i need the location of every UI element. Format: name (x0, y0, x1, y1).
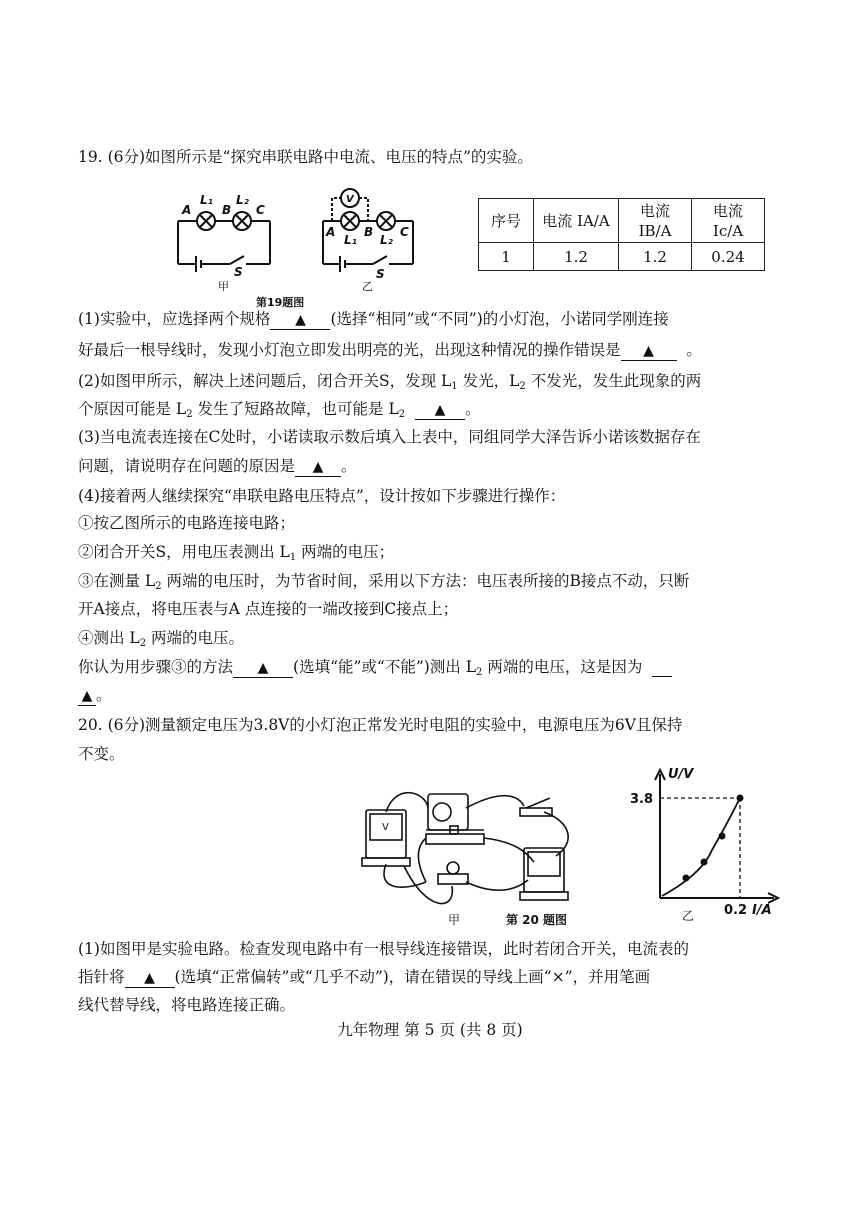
q20-p1-text-b: 指针将 (78, 968, 125, 986)
label-l2-jia: L₂ (236, 193, 249, 207)
q19-s4-text-a: ④测出 L (78, 629, 140, 647)
q19-p2-text-b: 发光，L (457, 372, 520, 390)
q19-step3-line1 (78, 570, 689, 598)
q19-p3-text-c: 。 (341, 457, 357, 475)
label-yi: 乙 (362, 280, 373, 293)
knife-switch (520, 808, 552, 816)
q20-part1-line2 (78, 966, 650, 988)
label-l2-yi: L₂ (380, 233, 393, 247)
q19-title: 19. (6分)如图所示是“探究串联电路中电流、电压的特点”的实验。 (78, 148, 533, 166)
triangle-icon: ▲ (257, 660, 269, 676)
q19-s3-text-a: ③在测量 L (78, 572, 156, 590)
q19-part1-line2 (78, 339, 702, 361)
table-cell: 1 (479, 243, 534, 271)
q20-title-line2: 不变。 (78, 745, 125, 763)
triangle-icon: ▲ (81, 688, 93, 704)
label-b-jia: B (222, 203, 232, 217)
q19-p1-text-c: 好最后一根导线时，发现小灯泡立即发出明亮的光，出现这种情况的操作错误是 (78, 341, 621, 359)
label-l1-yi: L₁ (344, 233, 357, 247)
page-footer: 九年物理 第 5 页 (共 8 页) (337, 1021, 523, 1039)
triangle-icon: ▲ (312, 459, 324, 475)
x-axis-label: I/A (752, 903, 772, 918)
label-l1-jia: L₁ (200, 193, 213, 207)
answer-blank[interactable] (78, 686, 96, 706)
table-cell: 0.24 (692, 243, 765, 271)
subscript-2: 2 (476, 667, 483, 678)
q19-p1-text-b: (选择“相同”或“不同”)的小灯泡，小诺同学刚连接 (330, 310, 669, 328)
q19-circuit-figure (168, 186, 438, 310)
table-cell: 1.2 (619, 243, 692, 271)
subscript-1: 1 (451, 381, 458, 392)
q19-part3-line1: (3)当电流表连接在C处时，小诺读取示数后填入上表中，同组同学大泽告诉小诺该数据存在 (78, 428, 701, 446)
answer-blank[interactable] (621, 341, 677, 361)
label-jia: 甲 (218, 280, 229, 293)
subscript-2: 2 (139, 638, 147, 649)
answer-blank[interactable] (125, 968, 175, 988)
q19-s2-text-b: 两端的电压； (296, 543, 395, 561)
q20-apparatus-figure (356, 772, 592, 928)
q19-part2-line1 (78, 370, 701, 398)
table-cell: 1.2 (534, 243, 619, 271)
triangle-icon: ▲ (643, 343, 654, 359)
q19-p2-text-a: (2)如图甲所示，解决上述问题后，闭合开关S，发现 L (78, 372, 452, 390)
triangle-icon: ▲ (434, 402, 446, 418)
answer-blank-start[interactable] (652, 658, 672, 677)
answer-blank[interactable] (233, 658, 293, 678)
label-s-yi: S (376, 267, 385, 281)
rheostat (426, 834, 484, 844)
label-v-yi: V (346, 194, 354, 205)
q19-q4-text-b: (选填“能”或“不能”)测出 L (293, 658, 477, 676)
power-supply (428, 794, 468, 830)
label-a-yi: A (326, 225, 336, 239)
table-header-cell: 电流 IA/A (534, 199, 619, 243)
answer-blank[interactable] (270, 310, 330, 330)
label-c-jia: C (256, 203, 265, 217)
ui-curve (662, 798, 740, 896)
data-point (683, 875, 690, 882)
q19-p2-text-f: 。 (465, 400, 481, 418)
data-point (701, 859, 708, 866)
answer-blank[interactable] (415, 400, 465, 420)
q19-part2-line2 (78, 398, 481, 426)
label-a-jia: A (182, 203, 192, 217)
q19-p2-text-d: 个原因可能是 L (78, 400, 187, 418)
q19-part4-intro: (4)接着两人继续探究“串联电路电压特点”，设计按如下步骤进行操作： (78, 487, 566, 505)
q19-question-line2 (78, 684, 112, 706)
label-b-yi: B (364, 225, 374, 239)
y-tick-label: 3.8 (630, 792, 654, 807)
subscript-2: 2 (398, 409, 406, 420)
q19-p3-text-b: 问题，请说明存在问题的原因是 (78, 457, 296, 475)
table-header-cell: 序号 (479, 199, 534, 243)
q19-s4-text-b: 两端的电压。 (146, 629, 245, 647)
x-tick-label: 0.2 (724, 903, 748, 918)
q20-title-line1: 20. (6分)测量额定电压为3.8V的小灯泡正常发光时电阻的实验中，电源电压为6V且保持 (78, 716, 683, 734)
triangle-icon: ▲ (144, 970, 155, 986)
subscript-2: 2 (186, 409, 193, 420)
q20-ui-graph (612, 764, 788, 924)
table-header-cell: 电流 IB/A (619, 199, 692, 243)
answer-blank[interactable] (295, 457, 341, 477)
q19-part3-line2 (78, 455, 357, 477)
q19-q4-text-c: 两端的电压，这是因为 (482, 658, 643, 676)
switch-jia (230, 256, 244, 264)
q20-figure-caption: 第 20 题图 (506, 913, 568, 927)
table-header-cell: 电流 Ic/A (692, 199, 765, 243)
q20-part1-line1: (1)如图甲是实验电路。检查发现电路中有一根导线连接错误，此时若闭合开关，电流表的 (78, 940, 689, 958)
triangle-icon: ▲ (295, 312, 306, 328)
q19-p2-text-e: 发生了短路故障，也可能是 L (192, 400, 399, 418)
table-header-row (479, 199, 765, 243)
subscript-2: 2 (519, 381, 526, 392)
label-yi-20: 乙 (682, 909, 695, 923)
label-jia-20: 甲 (448, 913, 461, 927)
y-axis-label: U/V (668, 767, 694, 782)
q19-step3-line2: 开A接点，将电压表与A 点连接的一端改接到C接点上； (78, 600, 459, 618)
q19-step2 (78, 541, 394, 569)
data-point (719, 833, 726, 840)
q20-p1-text-c: (选填“正常偏转”或“几乎不动”)，请在错误的导线上画“×”，并用笔画 (174, 968, 651, 986)
label-c-yi: C (400, 225, 409, 239)
bulb-holder (438, 874, 468, 884)
subscript-1: 1 (289, 552, 297, 563)
q19-step4 (78, 627, 244, 655)
q19-s2-text-a: ②闭合开关S，用电压表测出 L (78, 543, 290, 561)
q19-s3-text-b: 两端的电压时，为节省时间，采用以下方法：电压表所接的B接点不动，只断 (161, 572, 690, 590)
q19-p1-text-d: 。 (686, 341, 702, 359)
q19-q4-text-d: 。 (96, 686, 112, 704)
voltmeter-device (366, 810, 406, 858)
label-s-jia: S (234, 265, 243, 279)
table-row (479, 243, 765, 271)
voltmeter-v-label: V (382, 822, 389, 833)
data-point (737, 795, 744, 802)
q19-figure-caption: 第19题图 (256, 296, 305, 309)
q19-data-table (478, 198, 765, 271)
q19-part1-line1 (78, 308, 669, 330)
switch-yi (373, 256, 387, 264)
subscript-2: 2 (155, 581, 162, 592)
q19-q4-text-a: 你认为用步骤③的方法 (78, 658, 234, 676)
q19-p2-text-c: 不发光，发生此现象的两 (525, 372, 702, 390)
q20-part1-line3: 线代替导线，将电路连接正确。 (78, 996, 296, 1014)
q19-p1-text-a: (1)实验中，应选择两个规格 (78, 310, 271, 328)
q19-question-line1 (78, 656, 672, 684)
q19-step1: ①按乙图所示的电路连接电路； (78, 514, 296, 532)
